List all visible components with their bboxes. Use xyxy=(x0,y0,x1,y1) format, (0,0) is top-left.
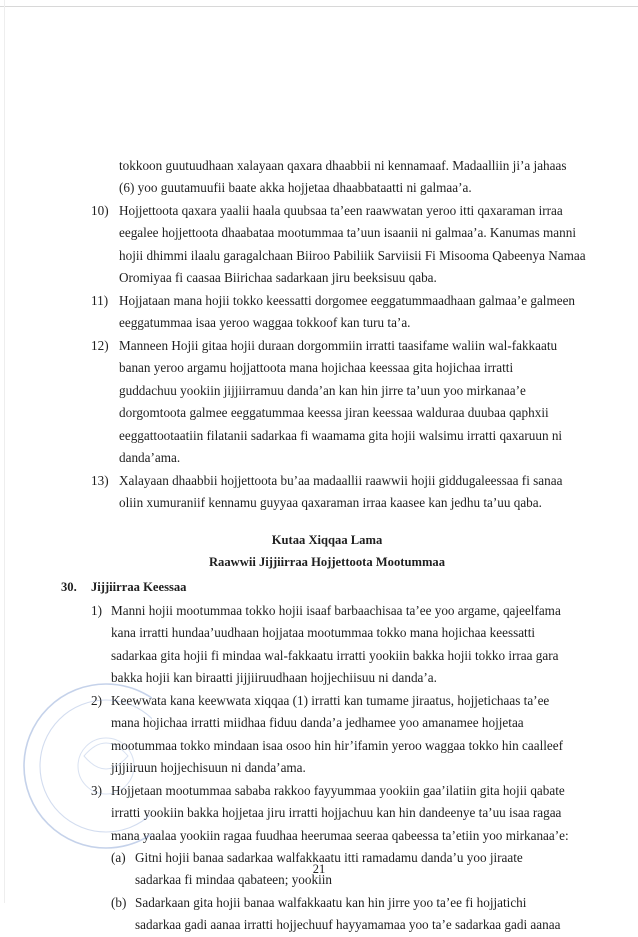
page-number: 21 xyxy=(312,862,326,876)
text-line: kana irratti hundaa’uudhaan hojjataa mootummaa tokko mana hojichaa keessatti xyxy=(111,625,536,641)
text-line: Xalayaan dhaabbii hojjettoota bu’aa madaallii raawwii hojii giddugaleessaa fi sanaa xyxy=(119,473,563,488)
text-line: eegalee hojjettoota dhaabataa mootummaa ta’uun isaanii ni galmaa’a. Kanumas manni xyxy=(119,225,576,241)
text-line: mana yaalaa yookiin ragaa fuudhaa heerumaa seeraa qabeessa ta’etiin yoo mirkanaa’e: xyxy=(111,827,569,843)
section-title: Jijjiirraa Keessaa xyxy=(91,580,187,594)
text-line: sadarkaa gadi aanaa irratti hojjechuuf hayyamamaa yoo ta’e sadarkaa gadi aanaa xyxy=(135,917,561,933)
text-line: Manneen Hojii gitaa hojii duraan dorgommiin irratti taasifame waliin wal-fakkaatu xyxy=(119,338,558,353)
item-number: 13) xyxy=(91,473,109,488)
text-line: Sadarkaan gita hojii banaa walfakkaatu kan hin jirre yoo ta’ee fi hojjatichi xyxy=(135,895,527,910)
list-item xyxy=(119,470,588,515)
text-line: Hojjettoota qaxara yaalii haala quubsaa ta’een raawwatan yeroo itti qaxaraman irraa xyxy=(119,203,563,218)
text-line: Keewwata kana keewwata xiqqaa (1) irratti kan tumame jiraatus, hojjetichaas ta’ee xyxy=(111,693,550,708)
official-stamp-icon xyxy=(14,656,152,876)
item-number: 1) xyxy=(91,603,102,618)
sub-item xyxy=(135,892,588,937)
text-line: irratti yookiin bakka hojjetaa jiru irratti hojjachuu kan hin dandeenye ta’uu isaa ragaa xyxy=(111,805,562,821)
text-line: hojii dhimmi ilaalu garagalchaan Biiroo Pabiliik Sarviisii Fi Misooma Qabeenya Namaa xyxy=(119,247,586,263)
text-line: sadarkaa fi mindaa qabateen; yookiin xyxy=(135,872,333,888)
item-number: 3) xyxy=(91,783,102,798)
text-line: Gitni hojii banaa sadarkaa walfakkaatu itti ramadamu danda’u yoo jiraate xyxy=(135,850,523,865)
list-item xyxy=(119,335,588,469)
text-line: mana hojichaa irratti miidhaa fiduu danda’a jedhamee yoo amanamee hojjetaa xyxy=(111,715,524,731)
text-line: banan yeroo argamu hojjattoota mana hojichaa keessaa gita hojichaa irratti xyxy=(119,360,514,376)
scan-left-edge xyxy=(4,0,5,903)
section-number: 30. xyxy=(61,580,77,594)
text-line: guddachuu yookiin jijjiirramuu danda’an kan hin jirre ta’uun yoo mirkanaa’e xyxy=(119,382,526,398)
text-line: jijjiiruun hojjechisuun ni danda’ama. xyxy=(111,760,306,776)
list-item xyxy=(111,690,588,780)
text-line: Manni hojii mootummaa tokko hojii isaaf barbaachisaa ta’ee yoo argame, qajeelfama xyxy=(111,603,561,618)
text-line: danda’ama. xyxy=(119,450,181,466)
item-number: 11) xyxy=(91,293,109,308)
text-line: sadarkaa gita hojii fi mindaa wal-fakkaatu irratti yookiin bakka hojii tokko irraa gara xyxy=(111,647,559,663)
list-item xyxy=(111,780,588,847)
sub-item-label: (a) xyxy=(111,850,126,865)
scan-edge-line xyxy=(0,6,638,7)
item-number: 12) xyxy=(91,338,109,353)
list-item xyxy=(119,200,588,290)
text-line: bakka hojii kan biraatti jijjiiruudhaan hojjechiisuu ni danda’a. xyxy=(111,670,437,686)
text-line: (6) yoo guutamuufii baate akka hojjetaa dhaabbataatti ni galmaa’a. xyxy=(119,180,472,196)
text-line: mootummaa tokko mindaan isaa osoo hin hir’ifamin yeroo waggaa tokko hin caalleef xyxy=(111,737,564,753)
item-number: 10) xyxy=(91,203,109,218)
list-item xyxy=(111,600,588,690)
sub-item-label: (b) xyxy=(111,895,127,910)
text-line: Hojjetaan mootummaa sababa rakkoo fayyummaa yookiin gaa’ilatiin gita hojii qabate xyxy=(111,783,565,798)
chapter-title: Kutaa Xiqqaa Lama xyxy=(271,533,383,547)
chapter-subtitle: Raawwii Jijjiirraa Hojjettoota Mootummaa xyxy=(208,555,446,569)
text-line: oliin xumuraniif kennamu guyyaa qaxaraman irraa kaasee kan jedhu ta’uu qaba. xyxy=(119,495,542,511)
text-line: Oromiyaa fi caasaa Biirichaa sadarkaan jiru beeksisuu qaba. xyxy=(119,270,437,286)
text-line: eeggattootaatiin filatanii sadarkaa fi waamama gita hojii walsimu irratti qaxaruun ni xyxy=(119,427,563,443)
text-line: eeggatummaa isaa yeroo waggaa tokkoof kan turu ta’a. xyxy=(119,315,411,331)
text-line: Hojjataan mana hojii tokko keessatti dorgomee eeggatummaadhaan galmaa’e galmeen xyxy=(119,293,576,308)
list-item xyxy=(119,290,588,335)
text-line: dorgomtoota galmee eeggatummaa keessa jiran keessaa walduraa duubaa qaphxii xyxy=(119,405,549,421)
item-number: 2) xyxy=(91,693,102,708)
text-line: tokkoon guutuudhaan xalayaan qaxara dhaabbii ni kennamaaf. Madaalliin ji’a jahaas xyxy=(119,158,567,173)
intro-paragraph xyxy=(119,155,588,200)
